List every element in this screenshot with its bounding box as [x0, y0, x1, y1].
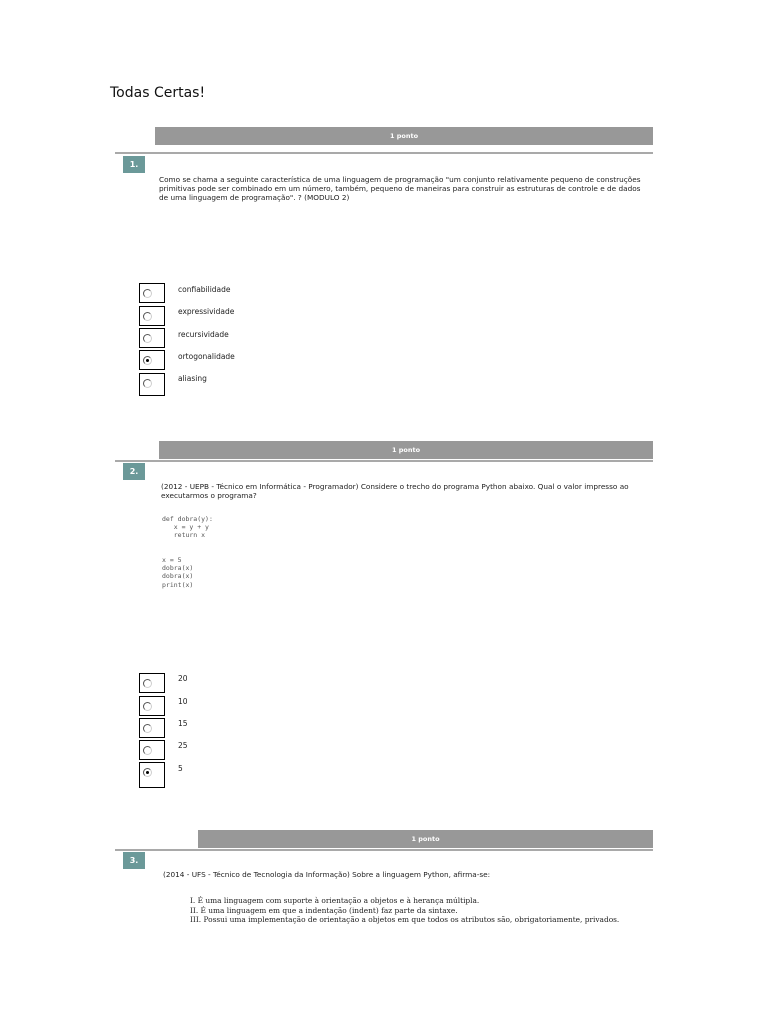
question-number: 1.: [123, 156, 145, 173]
radio-button[interactable]: [143, 334, 152, 343]
radio-button[interactable]: [143, 702, 152, 711]
points-bar: 1 ponto: [159, 441, 653, 459]
question-number: 2.: [123, 463, 145, 480]
radio-box[interactable]: [139, 696, 165, 716]
option-label: 25: [178, 741, 188, 750]
radio-box[interactable]: [139, 306, 165, 326]
radio-button-selected[interactable]: [143, 356, 152, 365]
divider: [115, 152, 653, 154]
option-label: 5: [178, 764, 183, 773]
question-text: Como se chama a seguinte característica de uma linguagem de programação "um conjunto relativamente pequeno de construções primitivas pode ser combinado em um número, também, pequeno de maneiras para construir as estruturas de controle e de dados de uma linguagem de programação". ? (MODULO 2): [159, 175, 641, 202]
radio-dot-icon: [146, 771, 149, 774]
radio-box[interactable]: [139, 328, 165, 348]
option-label: expressividade: [178, 307, 235, 316]
points-bar: 1 ponto: [155, 127, 653, 145]
option-label: confiabilidade: [178, 285, 231, 294]
radio-button[interactable]: [143, 679, 152, 688]
page-title: Todas Certas!: [110, 85, 206, 101]
question-text: (2014 - UFS - Técnico de Tecnologia da Informação) Sobre a linguagem Python, afirma-se:: [163, 870, 491, 879]
radio-button[interactable]: [143, 312, 152, 321]
question-number: 3.: [123, 852, 145, 869]
code-block: def dobra(y): x = y + y return x x = 5 dobra(x) dobra(x) print(x): [162, 515, 213, 589]
option-label: aliasing: [178, 374, 207, 383]
statement-item: III. Possui uma implementação de orientação a objetos em que todos os atributos são, obrigatoriamente, privados.: [190, 915, 620, 924]
option-label: 15: [178, 719, 188, 728]
radio-box[interactable]: [139, 373, 165, 396]
radio-dot-icon: [146, 359, 149, 362]
divider: [115, 460, 653, 462]
option-label: recursividade: [178, 330, 229, 339]
radio-button[interactable]: [143, 289, 152, 298]
divider: [115, 849, 653, 851]
question-text: (2012 - UEPB - Técnico em Informática - Programador) Considere o trecho do programa Python abaixo. Qual o valor impresso ao executarmos o programa?: [161, 482, 629, 500]
radio-button[interactable]: [143, 724, 152, 733]
radio-button-selected[interactable]: [143, 768, 152, 777]
radio-box[interactable]: [139, 740, 165, 760]
radio-button[interactable]: [143, 379, 152, 388]
option-label: 20: [178, 674, 188, 683]
statement-item: II. É uma linguagem em que a indentação (indent) faz parte da sintaxe.: [190, 905, 458, 915]
statement-item: I. É uma linguagem com suporte à orientação a objetos e à herança múltipla.: [190, 896, 480, 905]
option-label: ortogonalidade: [178, 352, 235, 361]
radio-box[interactable]: [139, 350, 165, 370]
radio-box[interactable]: [139, 762, 165, 788]
radio-box[interactable]: [139, 718, 165, 738]
statements: [190, 896, 650, 925]
radio-box[interactable]: [139, 283, 165, 303]
points-bar: 1 ponto: [198, 830, 653, 848]
option-label: 10: [178, 697, 188, 706]
radio-button[interactable]: [143, 746, 152, 755]
radio-box[interactable]: [139, 673, 165, 693]
